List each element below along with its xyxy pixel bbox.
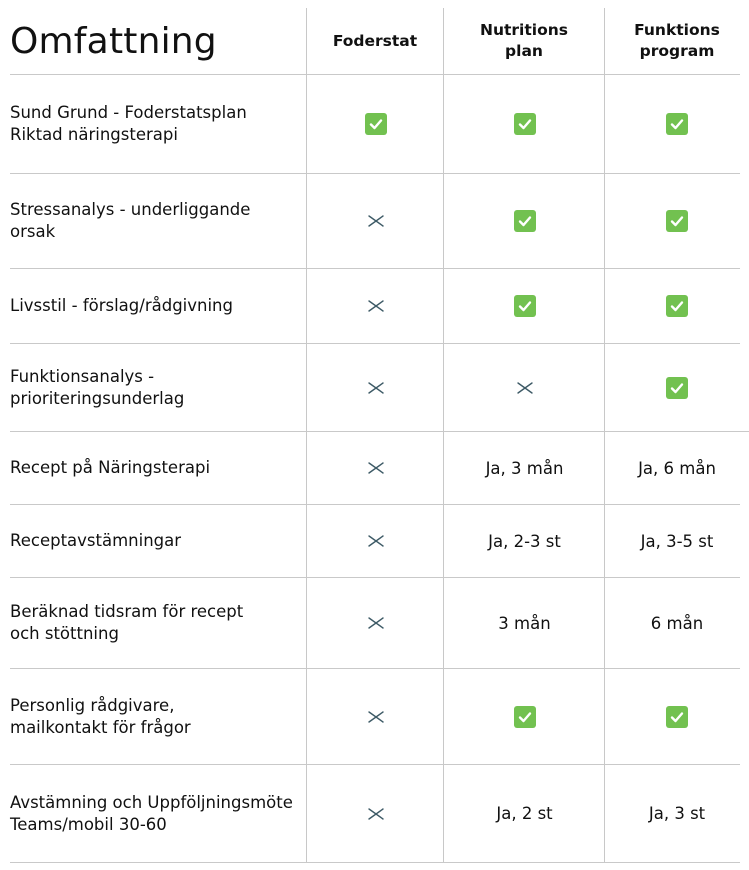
table-cell bbox=[307, 174, 444, 268]
checkbox-checked-icon bbox=[514, 210, 536, 232]
column-header-nutritionsplan-label: Nutritions plan bbox=[479, 21, 568, 60]
row-label-text: Stressanalys - underliggande orsak bbox=[10, 200, 251, 241]
cell-value: Ja, 3 st bbox=[648, 804, 706, 823]
cell-value: Ja, 3 mån bbox=[485, 458, 564, 478]
cross-icon bbox=[366, 296, 386, 316]
cross-icon bbox=[366, 531, 386, 551]
checkbox-checked-icon bbox=[365, 113, 387, 135]
checkbox-checked-icon bbox=[514, 706, 536, 728]
row-label bbox=[10, 578, 306, 668]
row-label bbox=[10, 505, 306, 577]
cross-icon bbox=[366, 378, 386, 398]
row-label-text: Livsstil - förslag/rådgivning bbox=[10, 296, 233, 315]
row-label-text: Avstämning och Uppföljningsmöte Teams/mobil 30-60 bbox=[10, 792, 293, 834]
table-cell bbox=[605, 669, 749, 764]
table-cell bbox=[307, 269, 444, 343]
row-label-text: Beräknad tidsram för recept och stöttning bbox=[10, 602, 244, 643]
table-cell bbox=[444, 174, 605, 268]
table-cell bbox=[605, 75, 749, 173]
cross-icon bbox=[366, 707, 386, 727]
table-cell bbox=[605, 505, 749, 577]
column-header-nutritionsplan bbox=[444, 8, 604, 74]
checkbox-checked-icon bbox=[666, 295, 688, 317]
row-label-text: Personlig rådgivare, mailkontakt för frågor bbox=[10, 695, 191, 737]
table-cell bbox=[444, 75, 605, 173]
cross-icon bbox=[366, 613, 386, 633]
table-cell bbox=[444, 344, 605, 431]
table-cell bbox=[605, 578, 749, 668]
checkbox-checked-icon bbox=[514, 113, 536, 135]
cross-icon bbox=[366, 804, 386, 824]
page-title: Omfattning bbox=[10, 20, 217, 62]
table-cell bbox=[307, 505, 444, 577]
table-cell bbox=[605, 344, 749, 431]
cell-value: Ja, 3-5 st bbox=[640, 531, 714, 551]
table-title bbox=[10, 8, 306, 74]
row-divider bbox=[10, 862, 740, 863]
row-label-text: Funktionsanalys - prioriteringsunderlag bbox=[10, 366, 185, 408]
column-header-funktionsprogram bbox=[605, 8, 749, 74]
cell-value: 3 mån bbox=[498, 613, 551, 633]
table-cell bbox=[605, 765, 749, 862]
checkbox-checked-icon bbox=[666, 706, 688, 728]
table-cell bbox=[307, 669, 444, 764]
row-label bbox=[10, 432, 306, 504]
row-label-text: Sund Grund - Foderstatsplan Riktad näringsterapi bbox=[10, 103, 247, 144]
cross-icon bbox=[366, 458, 386, 478]
row-label bbox=[10, 344, 306, 431]
row-label bbox=[10, 765, 306, 862]
table-cell bbox=[444, 269, 605, 343]
checkbox-checked-icon bbox=[666, 377, 688, 399]
table-cell bbox=[605, 174, 749, 268]
table-cell bbox=[605, 269, 749, 343]
cross-icon bbox=[366, 211, 386, 231]
column-header-funktionsprogram-label: Funktions program bbox=[634, 21, 720, 60]
table-cell bbox=[444, 505, 605, 577]
cell-value: Ja, 2-3 st bbox=[488, 531, 561, 551]
row-label bbox=[10, 269, 306, 343]
cell-value: Ja, 2 st bbox=[496, 804, 553, 823]
table-cell bbox=[307, 75, 444, 173]
cross-icon bbox=[515, 378, 535, 398]
table-cell bbox=[444, 765, 605, 862]
cell-value: 6 mån bbox=[650, 613, 704, 633]
row-label bbox=[10, 75, 306, 173]
table-cell bbox=[605, 432, 749, 504]
checkbox-checked-icon bbox=[514, 295, 536, 317]
table-cell bbox=[307, 765, 444, 862]
row-label bbox=[10, 174, 306, 268]
table-cell bbox=[307, 578, 444, 668]
row-label bbox=[10, 669, 306, 764]
table-cell bbox=[444, 432, 605, 504]
table-cell bbox=[444, 578, 605, 668]
checkbox-checked-icon bbox=[666, 210, 688, 232]
column-header-foderstat: Foderstat bbox=[332, 31, 418, 50]
table-cell bbox=[444, 669, 605, 764]
table-cell bbox=[307, 344, 444, 431]
table-cell bbox=[307, 432, 444, 504]
row-label-text: Receptavstämningar bbox=[10, 531, 182, 550]
cell-value: Ja, 6 mån bbox=[638, 458, 716, 478]
checkbox-checked-icon bbox=[666, 113, 688, 135]
row-label-text: Recept på Näringsterapi bbox=[10, 458, 211, 477]
